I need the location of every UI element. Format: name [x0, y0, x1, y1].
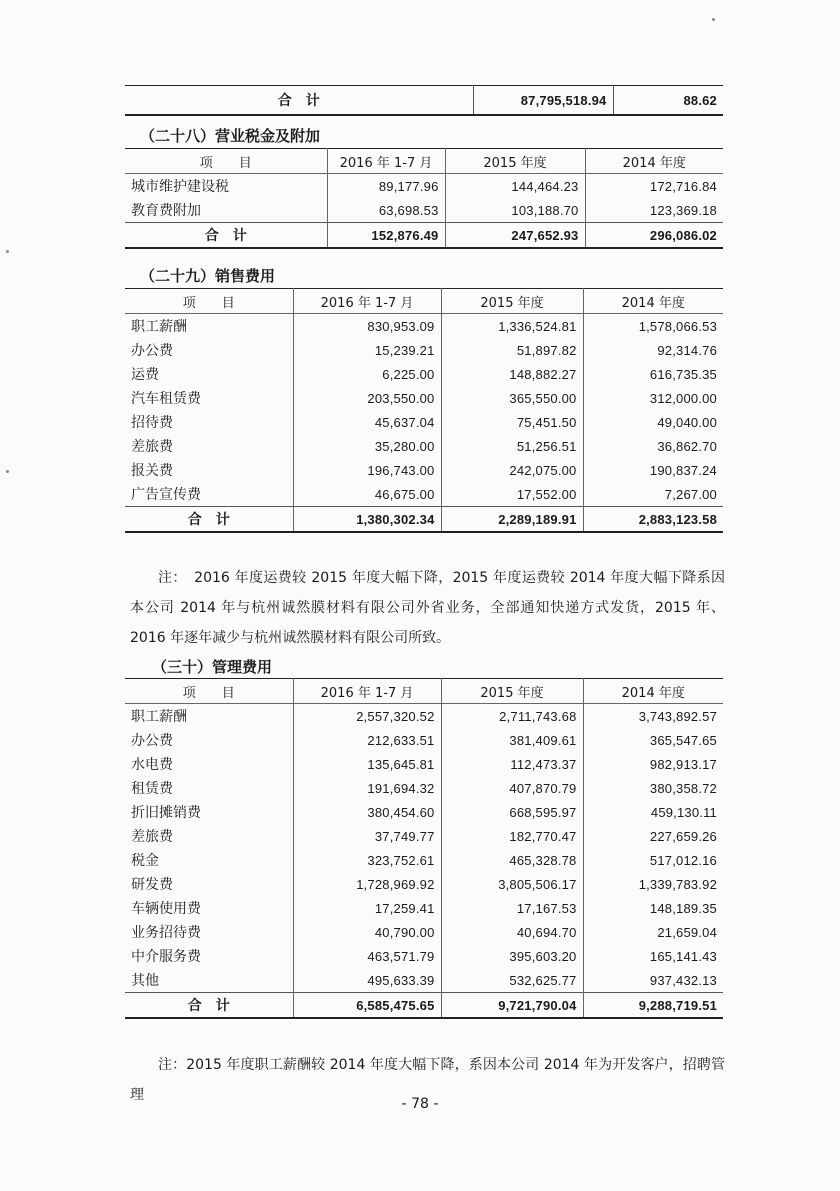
cell-value: 51,897.82: [441, 338, 583, 362]
total-value: 296,086.02: [585, 223, 723, 249]
table-row: [125, 776, 723, 800]
row-label: 汽车租赁费: [131, 391, 201, 407]
scan-mark: [6, 470, 9, 473]
table-row: [125, 728, 723, 752]
cell-value: 63,698.53: [327, 198, 445, 223]
table-header-row: [125, 289, 723, 314]
cell-value: 40,790.00: [293, 920, 441, 944]
cell-value: 135,645.81: [293, 752, 441, 776]
cell-value: 380,358.72: [583, 776, 723, 800]
cell-value: 92,314.76: [583, 338, 723, 362]
section-title-29: （二十九）销售费用: [140, 267, 276, 285]
cell-value: 1,336,524.81: [441, 314, 583, 339]
cell-value: 165,141.43: [583, 944, 723, 968]
column-header: 2015 年度: [445, 149, 585, 174]
cell-value: 196,743.00: [293, 458, 441, 482]
cell-value: 103,188.70: [445, 198, 585, 223]
page-number: - 78 -: [401, 1096, 439, 1112]
column-header: 项 目: [125, 289, 293, 314]
cell-value: 323,752.61: [293, 848, 441, 872]
cell-value: 395,603.20: [441, 944, 583, 968]
cell-value: 463,571.79: [293, 944, 441, 968]
cell-value: 191,694.32: [293, 776, 441, 800]
row-label: 办公费: [131, 733, 173, 749]
total-ratio: 88.62: [613, 86, 723, 116]
column-header: 2014 年度: [583, 289, 723, 314]
table-row: [125, 482, 723, 507]
cell-value: 1,578,066.53: [583, 314, 723, 339]
section-title-28: （二十八）营业税金及附加: [140, 127, 321, 145]
cell-value: 982,913.17: [583, 752, 723, 776]
row-label: 教育费附加: [131, 203, 201, 219]
cell-value: 17,167.53: [441, 896, 583, 920]
cell-value: 89,177.96: [327, 174, 445, 199]
cell-value: 830,953.09: [293, 314, 441, 339]
column-header: 2016 年 1-7 月: [293, 289, 441, 314]
table-row: [125, 968, 723, 993]
cell-value: 937,432.13: [583, 968, 723, 993]
column-header: 2015 年度: [441, 679, 583, 704]
total-label: 合 计: [125, 993, 293, 1019]
cell-value: 148,189.35: [583, 896, 723, 920]
total-value: 247,652.93: [445, 223, 585, 249]
table-row: [125, 410, 723, 434]
row-label: 租赁费: [131, 781, 173, 797]
total-label: 合 计: [277, 93, 320, 109]
table-total-row: [125, 223, 723, 249]
table-row: [125, 896, 723, 920]
cell-value: 35,280.00: [293, 434, 441, 458]
section-title-30: （三十）管理费用: [152, 658, 273, 676]
column-header: 2015 年度: [441, 289, 583, 314]
cell-value: 380,454.60: [293, 800, 441, 824]
cell-value: 465,328.78: [441, 848, 583, 872]
cell-value: 17,259.41: [293, 896, 441, 920]
scan-mark: [6, 250, 9, 253]
cell-value: 1,728,969.92: [293, 872, 441, 896]
column-header: 2014 年度: [585, 149, 723, 174]
cell-value: 112,473.37: [441, 752, 583, 776]
cell-value: 459,130.11: [583, 800, 723, 824]
cell-value: 3,805,506.17: [441, 872, 583, 896]
cell-value: 227,659.26: [583, 824, 723, 848]
cell-value: 46,675.00: [293, 482, 441, 507]
total-value: 1,380,302.34: [293, 507, 441, 533]
row-label: 报关费: [131, 463, 173, 479]
cell-value: 36,862.70: [583, 434, 723, 458]
total-label: 合 计: [125, 223, 327, 249]
cell-value: 21,659.04: [583, 920, 723, 944]
cell-value: 203,550.00: [293, 386, 441, 410]
table-row: [125, 458, 723, 482]
cell-value: 172,716.84: [585, 174, 723, 199]
table-header-row: [125, 149, 723, 174]
table-row: [125, 752, 723, 776]
row-label: 招待费: [131, 415, 173, 431]
cell-value: 532,625.77: [441, 968, 583, 993]
table-row: [125, 86, 723, 116]
cell-value: 75,451.50: [441, 410, 583, 434]
cell-value: 182,770.47: [441, 824, 583, 848]
cell-value: 144,464.23: [445, 174, 585, 199]
cell-value: 312,000.00: [583, 386, 723, 410]
table-row: [125, 314, 723, 339]
note-freight: 注： 2016 年度运费较 2015 年度大幅下降，2015 年度运费较 2014 年度大幅下降系因本公司 2014 年与杭州诚然膜材料有限公司外省业务，全部通知快递方式发货，2015 年、2016 年逐年减少与杭州诚然膜材料有限公司所致。: [130, 570, 725, 646]
note-salary: 注：2015 年度职工薪酬较 2014 年度大幅下降，系因本公司 2014 年为开发客户，招聘管理: [130, 1057, 725, 1103]
total-value: 9,288,719.51: [583, 993, 723, 1019]
table-row: [125, 944, 723, 968]
table-total-row: [125, 507, 723, 533]
row-label: 运费: [131, 367, 159, 383]
table-row: [125, 386, 723, 410]
cell-value: 45,637.04: [293, 410, 441, 434]
column-header: 项 目: [125, 149, 327, 174]
total-amount: 87,795,518.94: [473, 86, 613, 116]
cell-value: 123,369.18: [585, 198, 723, 223]
cell-value: 40,694.70: [441, 920, 583, 944]
cell-value: 6,225.00: [293, 362, 441, 386]
table-row: [125, 824, 723, 848]
cell-value: 668,595.97: [441, 800, 583, 824]
total-value: 9,721,790.04: [441, 993, 583, 1019]
cell-value: 242,075.00: [441, 458, 583, 482]
table-row: [125, 872, 723, 896]
cell-value: 49,040.00: [583, 410, 723, 434]
cell-value: 2,557,320.52: [293, 704, 441, 729]
total-label: 合 计: [125, 507, 293, 533]
cell-value: 3,743,892.57: [583, 704, 723, 729]
table-row: [125, 338, 723, 362]
cell-value: 17,552.00: [441, 482, 583, 507]
cell-value: 1,339,783.92: [583, 872, 723, 896]
table-row: [125, 198, 723, 223]
row-label: 差旅费: [131, 829, 173, 845]
row-label: 其他: [131, 973, 159, 989]
table-header-row: [125, 679, 723, 704]
row-label: 广告宣传费: [131, 487, 201, 503]
cell-value: 407,870.79: [441, 776, 583, 800]
scan-mark: [712, 18, 715, 21]
cell-value: 2,711,743.68: [441, 704, 583, 729]
cell-value: 365,547.65: [583, 728, 723, 752]
table-row: [125, 800, 723, 824]
row-label: 中介服务费: [131, 949, 201, 965]
cell-value: 15,239.21: [293, 338, 441, 362]
row-label: 折旧摊销费: [131, 805, 201, 821]
cell-value: 212,633.51: [293, 728, 441, 752]
row-label: 职工薪酬: [131, 319, 187, 335]
cell-value: 381,409.61: [441, 728, 583, 752]
total-value: 6,585,475.65: [293, 993, 441, 1019]
carried-total-table: [125, 85, 723, 116]
row-label: 税金: [131, 853, 159, 869]
cell-value: 517,012.16: [583, 848, 723, 872]
row-label: 业务招待费: [131, 925, 201, 941]
table-total-row: [125, 993, 723, 1019]
cell-value: 7,267.00: [583, 482, 723, 507]
total-value: 152,876.49: [327, 223, 445, 249]
total-value: 2,883,123.58: [583, 507, 723, 533]
cell-value: 37,749.77: [293, 824, 441, 848]
row-label: 差旅费: [131, 439, 173, 455]
column-header: 项 目: [125, 679, 293, 704]
cell-value: 365,550.00: [441, 386, 583, 410]
row-label: 车辆使用费: [131, 901, 201, 917]
table-row: [125, 920, 723, 944]
table-row: [125, 362, 723, 386]
table-row: [125, 434, 723, 458]
cell-value: 616,735.35: [583, 362, 723, 386]
total-value: 2,289,189.91: [441, 507, 583, 533]
cell-value: 51,256.51: [441, 434, 583, 458]
row-label: 水电费: [131, 757, 173, 773]
table-selling-expenses: [125, 288, 723, 533]
row-label: 办公费: [131, 343, 173, 359]
cell-value: 148,882.27: [441, 362, 583, 386]
table-admin-expenses: [125, 678, 723, 1019]
cell-value: 190,837.24: [583, 458, 723, 482]
table-row: [125, 174, 723, 199]
table-row: [125, 848, 723, 872]
row-label: 研发费: [131, 877, 173, 893]
table-row: [125, 704, 723, 729]
cell-value: 495,633.39: [293, 968, 441, 993]
table-tax-surcharges: [125, 148, 723, 249]
column-header: 2016 年 1-7 月: [327, 149, 445, 174]
column-header: 2016 年 1-7 月: [293, 679, 441, 704]
row-label: 职工薪酬: [131, 709, 187, 725]
row-label: 城市维护建设税: [131, 179, 229, 195]
column-header: 2014 年度: [583, 679, 723, 704]
